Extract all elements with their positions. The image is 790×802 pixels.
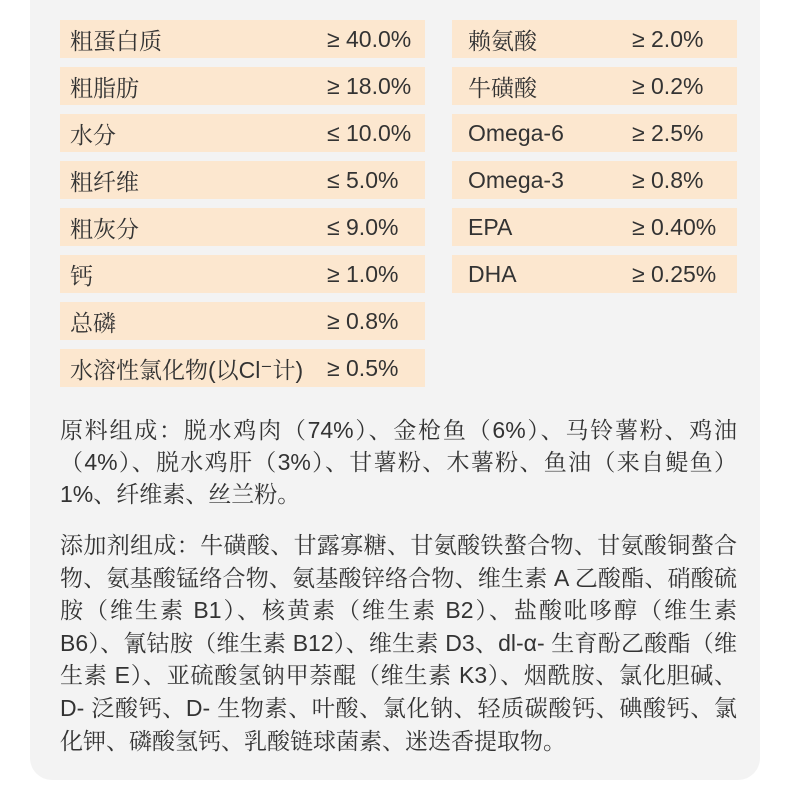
nutrient-row-omega-3 xyxy=(452,161,737,199)
nutrient-row-omega-6 xyxy=(452,114,737,152)
nutrient-label: 粗灰分 xyxy=(70,215,139,242)
nutrient-label: DHA xyxy=(468,260,517,287)
nutrient-value: ≥ 18.0% xyxy=(327,72,412,99)
nutrient-label: 水分 xyxy=(70,121,116,148)
nutrient-label: 总磷 xyxy=(70,309,116,336)
nutrient-row-epa xyxy=(452,208,737,246)
additives-paragraph: 添加剂组成：牛磺酸、甘露寡糖、甘氨酸铁螯合物、甘氨酸铜螯合物、氨基酸锰络合物、氨基酸锌络合物、维生素 A 乙酸酯、硝酸硫胺（维生素 B1）、核黄素（维生素 B2）、盐酸吡哆醇（维生素 B6）、氰钴胺（维生素 B12）、维生素 D3、dl-α- 生育酚乙酸酯（维生素 E）、亚硫酸氢钠甲萘醌（维生素 K3）、烟酰胺、氯化胆碱、D- 泛酸钙、D- 生物素、叶酸、氯化钠、轻质碳酸钙、碘酸钙、氯化钾、磷酸氢钙、乳酸链球菌素、迷迭香提取物。 xyxy=(60,532,737,754)
nutrient-label: 粗纤维 xyxy=(70,168,139,195)
nutrient-row-crude-fat xyxy=(60,67,425,105)
nutrient-row-crude-protein xyxy=(60,20,425,58)
nutrient-row-moisture xyxy=(60,114,425,152)
nutrient-row-water-soluble-chloride xyxy=(60,349,425,387)
nutrient-label: Omega-6 xyxy=(468,119,564,146)
nutrient-row-taurine xyxy=(452,67,737,105)
nutrient-value: ≥ 1.0% xyxy=(327,260,399,287)
nutrient-value: ≤ 9.0% xyxy=(327,213,399,240)
nutrient-row-crude-ash xyxy=(60,208,425,246)
nutrient-row-crude-fiber xyxy=(60,161,425,199)
composition-text xyxy=(60,414,737,757)
nutrient-label: 赖氨酸 xyxy=(468,27,537,54)
nutrient-label: 钙 xyxy=(70,262,93,289)
nutrient-row-dha xyxy=(452,255,737,293)
nutrient-label: 牛磺酸 xyxy=(468,74,537,101)
nutrient-value: ≥ 0.2% xyxy=(632,72,704,99)
nutrient-value: ≥ 0.8% xyxy=(327,307,399,334)
nutrient-value: ≥ 2.0% xyxy=(632,25,704,52)
nutrient-label: EPA xyxy=(468,213,513,240)
nutrient-value: ≥ 40.0% xyxy=(327,25,412,52)
nutrient-row-calcium xyxy=(60,255,425,293)
nutrient-row-lysine xyxy=(452,20,737,58)
nutrient-label: Omega-3 xyxy=(468,166,564,193)
nutrient-value: ≥ 0.40% xyxy=(632,213,717,240)
nutrition-table-right xyxy=(452,20,737,302)
nutrient-value: ≤ 5.0% xyxy=(327,166,399,193)
nutrient-label: 粗蛋白质 xyxy=(70,27,162,54)
nutrient-value: ≥ 0.8% xyxy=(632,166,704,193)
ingredients-paragraph: 原料组成：脱水鸡肉（74%）、金枪鱼（6%）、马铃薯粉、鸡油（4%）、脱水鸡肝（3%）、甘薯粉、木薯粉、鱼油（来自鳀鱼）1%、纤维素、丝兰粉。 xyxy=(60,417,737,507)
nutrient-value: ≤ 10.0% xyxy=(327,119,412,146)
nutrition-table-left xyxy=(60,20,425,396)
nutrient-label: 粗脂肪 xyxy=(70,74,139,101)
nutrient-value: ≥ 0.5% xyxy=(327,354,399,381)
nutrient-label: 水溶性氯化物(以Cl⁻计) xyxy=(70,356,304,383)
nutrient-value: ≥ 2.5% xyxy=(632,119,704,146)
nutrient-row-total-phosphorus xyxy=(60,302,425,340)
nutrient-value: ≥ 0.25% xyxy=(632,260,717,287)
